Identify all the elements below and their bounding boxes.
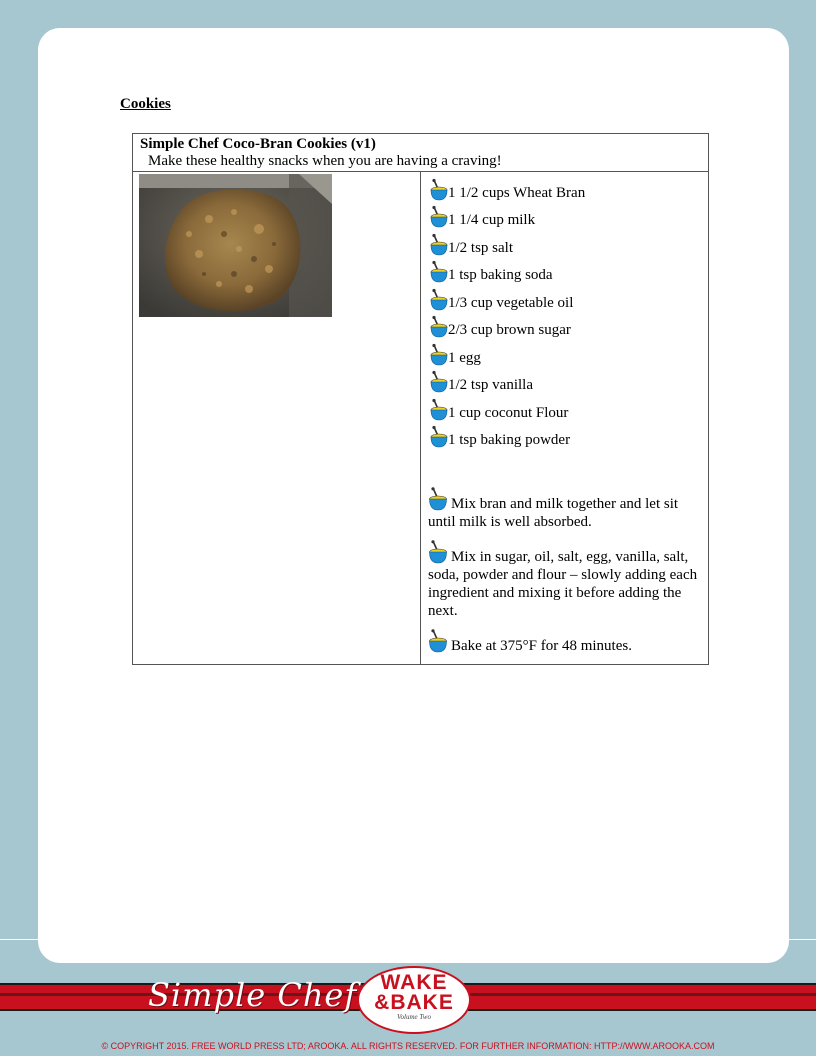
photo-cell [133,172,421,665]
list-item [428,229,702,257]
measuring-cup-icon [428,260,448,284]
recipe-content-cell [421,172,709,665]
ingredient-text: 1 egg [448,349,481,366]
list-item [428,422,702,450]
recipe-table [132,133,709,665]
logo-line-2: &BAKE [374,991,454,1014]
list-item [428,284,702,312]
list-item [428,174,702,202]
section-title: Cookies [120,96,171,112]
measuring-cup-icon [428,233,448,257]
measuring-cup-icon [428,370,448,394]
recipe-subtitle: Make these healthy snacks when you are having a craving! [148,153,502,169]
list-item [428,487,702,531]
list-item [428,367,702,395]
list-item [428,202,702,230]
list-item [428,629,702,655]
step-text: Mix bran and milk together and let sit until milk is well absorbed. [428,496,679,530]
mixing-bowl-icon [428,487,448,511]
step-text: Bake at 375°F for 48 minutes. [451,638,632,654]
recipe-title: Simple Chef Coco-Bran Cookies (v1) [140,136,376,152]
ingredient-list [428,174,702,449]
ingredient-text: 1 tsp baking soda [448,267,553,283]
recipe-header-cell [133,134,709,172]
wake-bake-logo [357,966,471,1034]
measuring-cup-icon [428,343,448,367]
copyright-notice: © COPYRIGHT 2015. FREE WORLD PRESS LTD; AROOKA. ALL RIGHTS RESERVED. FOR FURTHER INFORMATION: HTTP://WWW.AROOKA.COM [101,1041,715,1051]
cookie-photo [139,174,332,317]
list-item [428,312,702,340]
list-item [428,394,702,422]
logo-line-1: WAKE [380,971,448,994]
mixing-bowl-icon [428,629,448,653]
ingredient-text: 1/3 cup vegetable oil [448,294,574,311]
mixing-bowl-icon [428,540,448,564]
ingredient-text: 1 cup coconut Flour [448,404,569,421]
list-item [428,540,702,620]
list-item [428,339,702,367]
ingredient-text: 1 tsp baking powder [448,432,571,448]
ingredient-text: 2/3 cup brown sugar [448,322,571,338]
measuring-cup-icon [428,178,448,202]
measuring-cup-icon [428,315,448,339]
ingredient-text: 1 1/4 cup milk [448,212,536,228]
measuring-cup-icon [428,398,448,422]
step-text: Mix in sugar, oil, salt, egg, vanilla, salt, soda, powder and flour – slowly adding each ingredient and mixing it before adding the next. [428,549,698,619]
measuring-cup-icon [428,205,448,229]
ingredient-text: 1/2 tsp vanilla [448,377,533,393]
logo-line-3: Volume Two [397,1013,431,1021]
ingredient-text: 1/2 tsp salt [448,239,514,256]
ingredient-text: 1 1/2 cups Wheat Bran [448,184,586,201]
brand-logo-text: Simple Chef [148,976,358,1014]
step-list [428,487,702,655]
list-item [428,257,702,285]
measuring-cup-icon [428,288,448,312]
measuring-cup-icon [428,425,448,449]
